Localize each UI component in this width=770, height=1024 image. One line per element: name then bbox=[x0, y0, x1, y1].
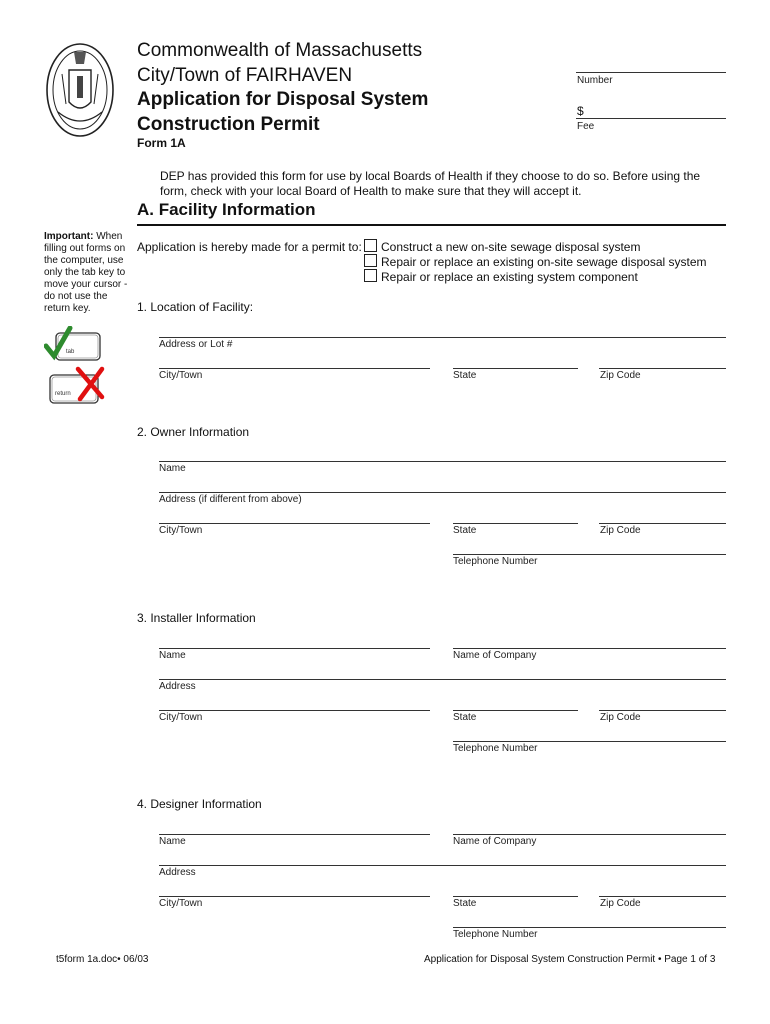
important-text: When filling out forms on the computer, use only the tab key to move your cursor - do not use the return key. bbox=[44, 231, 128, 314]
town-heading: City/Town of FAIRHAVEN bbox=[137, 65, 353, 86]
installer-company-field[interactable] bbox=[453, 648, 726, 649]
facility-address-field[interactable] bbox=[159, 337, 726, 338]
owner-phone-field[interactable] bbox=[453, 554, 726, 555]
designer-city-field[interactable] bbox=[159, 896, 430, 897]
return-key-label: return bbox=[55, 391, 71, 397]
installer-zip-label: Zip Code bbox=[600, 712, 641, 723]
owner-zip-field[interactable] bbox=[599, 523, 726, 524]
section-divider bbox=[137, 224, 726, 226]
important-label: Important: bbox=[44, 231, 94, 242]
designer-company-field[interactable] bbox=[453, 834, 726, 835]
footer-doc-id: t5form 1a.doc• 06/03 bbox=[56, 954, 149, 965]
q2-title: 2. Owner Information bbox=[137, 425, 250, 439]
installer-name-field[interactable] bbox=[159, 648, 430, 649]
q1-title: 1. Location of Facility: bbox=[137, 300, 254, 314]
option-repair-system-label: Repair or replace an existing on-site sewage disposal system bbox=[381, 255, 707, 269]
installer-phone-field[interactable] bbox=[453, 741, 726, 742]
facility-city-field[interactable] bbox=[159, 368, 430, 369]
installer-city-field[interactable] bbox=[159, 710, 430, 711]
designer-zip-label: Zip Code bbox=[600, 898, 641, 909]
owner-address-label: Address (if different from above) bbox=[159, 494, 302, 505]
form-title-line1: Application for Disposal System bbox=[137, 89, 429, 110]
commonwealth-heading: Commonwealth of Massachusetts bbox=[137, 40, 423, 61]
designer-name-field[interactable] bbox=[159, 834, 430, 835]
footer-page-info: Application for Disposal System Construction Permit • Page 1 of 3 bbox=[424, 954, 716, 965]
facility-city-label: City/Town bbox=[159, 370, 203, 381]
designer-company-label: Name of Company bbox=[453, 836, 537, 847]
designer-state-field[interactable] bbox=[453, 896, 578, 897]
installer-address-field[interactable] bbox=[159, 679, 726, 680]
installer-address-label: Address bbox=[159, 681, 196, 692]
owner-address-field[interactable] bbox=[159, 492, 726, 493]
owner-zip-label: Zip Code bbox=[600, 525, 641, 536]
return-key-cross-icon bbox=[46, 365, 108, 407]
fee-currency-symbol: $ bbox=[577, 104, 584, 118]
owner-state-label: State bbox=[453, 525, 477, 536]
option-new-system-checkbox[interactable] bbox=[364, 239, 377, 252]
owner-name-label: Name bbox=[159, 463, 186, 474]
form-title-line2: Construction Permit bbox=[137, 114, 320, 135]
tab-key-label: tab bbox=[66, 349, 75, 355]
designer-address-field[interactable] bbox=[159, 865, 726, 866]
fee-field[interactable] bbox=[576, 118, 726, 119]
facility-state-label: State bbox=[453, 370, 477, 381]
installer-zip-field[interactable] bbox=[599, 710, 726, 711]
designer-name-label: Name bbox=[159, 836, 186, 847]
installer-state-field[interactable] bbox=[453, 710, 578, 711]
facility-zip-field[interactable] bbox=[599, 368, 726, 369]
application-label: Application is hereby made for a permit to: bbox=[137, 240, 362, 254]
designer-state-label: State bbox=[453, 898, 477, 909]
installer-city-label: City/Town bbox=[159, 712, 203, 723]
facility-state-field[interactable] bbox=[453, 368, 578, 369]
option-new-system-label: Construct a new on-site sewage disposal system bbox=[381, 240, 641, 254]
number-label: Number bbox=[577, 75, 613, 86]
q4-title: 4. Designer Information bbox=[137, 797, 262, 811]
designer-city-label: City/Town bbox=[159, 898, 203, 909]
facility-address-label: Address or Lot # bbox=[159, 339, 233, 350]
option-repair-component-label: Repair or replace an existing system component bbox=[381, 270, 638, 284]
intro-note: DEP has provided this form for use by local Boards of Health if they choose to do so. Before using the form, check with your local Board of Health to make sure that they will accept it. bbox=[160, 169, 701, 198]
owner-city-field[interactable] bbox=[159, 523, 430, 524]
facility-zip-label: Zip Code bbox=[600, 370, 641, 381]
installer-company-label: Name of Company bbox=[453, 650, 537, 661]
form-id: Form 1A bbox=[137, 136, 186, 150]
owner-state-field[interactable] bbox=[453, 523, 578, 524]
option-repair-component-checkbox[interactable] bbox=[364, 269, 377, 282]
option-repair-system-checkbox[interactable] bbox=[364, 254, 377, 267]
installer-name-label: Name bbox=[159, 650, 186, 661]
designer-phone-field[interactable] bbox=[453, 927, 726, 928]
fee-label: Fee bbox=[577, 121, 595, 132]
q3-title: 3. Installer Information bbox=[137, 611, 256, 625]
installer-state-label: State bbox=[453, 712, 477, 723]
owner-city-label: City/Town bbox=[159, 525, 203, 536]
designer-phone-label: Telephone Number bbox=[453, 929, 538, 940]
massachusetts-seal bbox=[44, 40, 116, 138]
installer-phone-label: Telephone Number bbox=[453, 743, 538, 754]
important-note bbox=[44, 231, 130, 315]
owner-name-field[interactable] bbox=[159, 461, 726, 462]
designer-zip-field[interactable] bbox=[599, 896, 726, 897]
designer-address-label: Address bbox=[159, 867, 196, 878]
tab-key-check-icon bbox=[44, 326, 104, 366]
owner-phone-label: Telephone Number bbox=[453, 556, 538, 567]
section-a-title: A. Facility Information bbox=[137, 200, 316, 219]
number-field[interactable] bbox=[576, 72, 726, 73]
